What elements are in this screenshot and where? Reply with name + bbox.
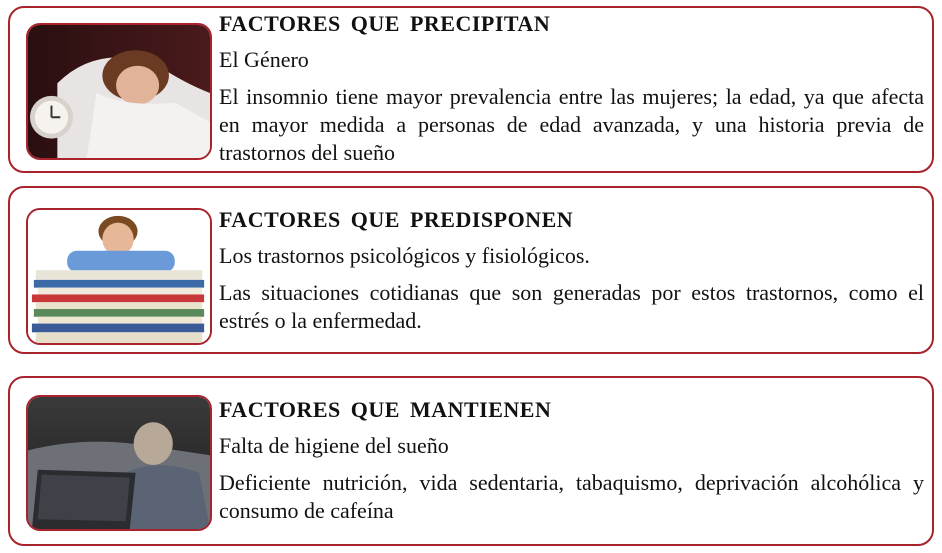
card-mantienen (8, 376, 934, 546)
card-text (219, 11, 924, 167)
tired-man-on-stack-of-papers-photo (26, 208, 212, 345)
man-with-laptop-in-bed-photo (26, 395, 212, 531)
card-predisponen (8, 186, 934, 354)
woman-awake-in-bed-with-alarm-clock-photo (26, 23, 212, 160)
card-subtitle: Los trastornos psicológicos y fisiológicos. (219, 243, 590, 268)
card-body: Deficiente nutrición, vida sedentaria, tabaquismo, deprivación alcohólica y consumo de cafeína (219, 470, 924, 523)
card-title: FACTORES QUE PRECIPITAN (219, 11, 551, 36)
card-body: Las situaciones cotidianas que son generadas por estos trastornos, como el estrés o la enfermedad. (219, 280, 924, 333)
card-subtitle: Falta de higiene del sueño (219, 433, 449, 458)
card-text (219, 207, 924, 335)
card-text (219, 397, 924, 525)
card-subtitle: El Género (219, 47, 309, 72)
card-body: El insomnio tiene mayor prevalencia entre las mujeres; la edad, ya que afecta en mayor medida a personas de edad avanzada, y una historia previa de trastornos del sueño (219, 84, 924, 165)
card-title: FACTORES QUE MANTIENEN (219, 397, 552, 422)
card-title: FACTORES QUE PREDISPONEN (219, 207, 574, 232)
card-precipitan (8, 6, 934, 173)
